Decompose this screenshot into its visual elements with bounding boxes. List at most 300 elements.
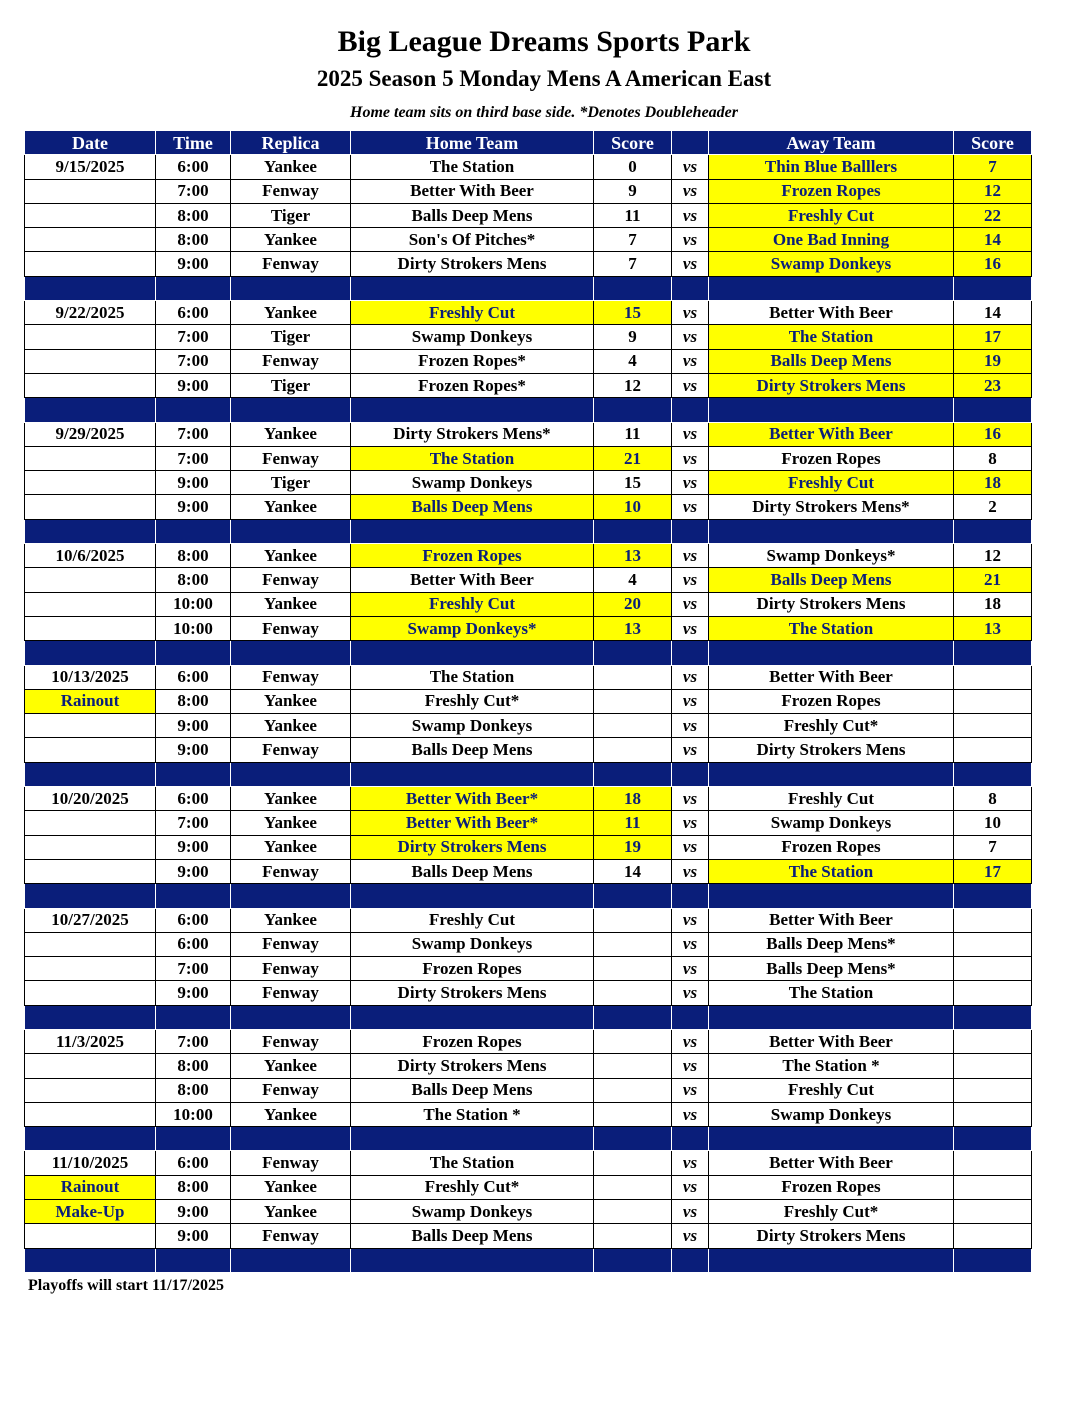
separator-cell xyxy=(954,762,1032,786)
vs-cell: vs xyxy=(672,738,709,762)
away-team-cell: Dirty Strokers Mens xyxy=(709,592,954,616)
home-team-cell: Frozen Ropes xyxy=(351,544,594,568)
replica-cell: Fenway xyxy=(231,252,351,276)
home-team-note: Home team sits on third base side. *Denotes Doubleheader xyxy=(350,104,738,121)
replica-cell: Fenway xyxy=(231,981,351,1005)
time-cell: 7:00 xyxy=(156,811,231,835)
home-team-cell: Frozen Ropes* xyxy=(351,373,594,397)
week-separator-row xyxy=(25,1005,1032,1029)
replica-cell: Fenway xyxy=(231,1224,351,1248)
home-score-cell xyxy=(594,714,672,738)
vs-cell: vs xyxy=(672,373,709,397)
home-score-cell xyxy=(594,738,672,762)
date-cell xyxy=(25,203,156,227)
home-team-cell: Better With Beer* xyxy=(351,787,594,811)
replica-cell: Yankee xyxy=(231,1054,351,1078)
time-cell: 8:00 xyxy=(156,1078,231,1102)
away-score-cell: 14 xyxy=(954,228,1032,252)
vs-cell: vs xyxy=(672,446,709,470)
date-cell xyxy=(25,981,156,1005)
home-team-cell: Frozen Ropes xyxy=(351,1029,594,1053)
game-row xyxy=(25,1175,1032,1199)
date-cell xyxy=(25,592,156,616)
away-score-cell: 10 xyxy=(954,811,1032,835)
home-team-cell: The Station * xyxy=(351,1102,594,1126)
date-cell: 9/22/2025 xyxy=(25,301,156,325)
home-score-cell: 7 xyxy=(594,252,672,276)
vs-cell: vs xyxy=(672,203,709,227)
week-separator-row xyxy=(25,762,1032,786)
date-cell: 9/15/2025 xyxy=(25,155,156,179)
replica-cell: Yankee xyxy=(231,1200,351,1224)
replica-cell: Yankee xyxy=(231,301,351,325)
separator-cell xyxy=(351,884,594,908)
time-cell: 6:00 xyxy=(156,301,231,325)
away-team-cell: Balls Deep Mens* xyxy=(709,932,954,956)
home-score-cell xyxy=(594,932,672,956)
away-score-cell xyxy=(954,1175,1032,1199)
away-team-cell: Dirty Strokers Mens xyxy=(709,738,954,762)
date-cell: 11/10/2025 xyxy=(25,1151,156,1175)
home-team-cell: The Station xyxy=(351,446,594,470)
time-cell: 9:00 xyxy=(156,495,231,519)
away-score-cell: 16 xyxy=(954,422,1032,446)
replica-cell: Yankee xyxy=(231,228,351,252)
away-score-cell xyxy=(954,1200,1032,1224)
replica-cell: Yankee xyxy=(231,495,351,519)
time-cell: 9:00 xyxy=(156,471,231,495)
separator-cell xyxy=(594,1005,672,1029)
week-separator-row xyxy=(25,519,1032,543)
separator-cell xyxy=(156,762,231,786)
away-score-cell: 12 xyxy=(954,544,1032,568)
home-score-cell: 15 xyxy=(594,471,672,495)
home-team-cell: Swamp Donkeys* xyxy=(351,616,594,640)
vs-cell: vs xyxy=(672,228,709,252)
replica-cell: Yankee xyxy=(231,787,351,811)
away-score-cell xyxy=(954,1102,1032,1126)
separator-cell xyxy=(672,641,709,665)
home-score-cell xyxy=(594,1175,672,1199)
home-score-cell xyxy=(594,981,672,1005)
vs-cell: vs xyxy=(672,1151,709,1175)
home-team-cell: Swamp Donkeys xyxy=(351,1200,594,1224)
date-cell: 11/3/2025 xyxy=(25,1029,156,1053)
separator-cell xyxy=(709,1248,954,1272)
away-team-cell: Freshly Cut xyxy=(709,787,954,811)
week-separator-row xyxy=(25,884,1032,908)
home-team-cell: Swamp Donkeys xyxy=(351,714,594,738)
game-row xyxy=(25,1102,1032,1126)
separator-cell xyxy=(25,276,156,300)
replica-cell: Tiger xyxy=(231,203,351,227)
game-row xyxy=(25,835,1032,859)
time-cell: 8:00 xyxy=(156,228,231,252)
week-separator-row xyxy=(25,398,1032,422)
date-cell: 10/20/2025 xyxy=(25,787,156,811)
home-score-cell: 7 xyxy=(594,228,672,252)
replica-cell: Fenway xyxy=(231,1029,351,1053)
separator-cell xyxy=(954,641,1032,665)
home-score-cell: 18 xyxy=(594,787,672,811)
home-team-cell: Dirty Strokers Mens xyxy=(351,1054,594,1078)
home-team-cell: Freshly Cut xyxy=(351,908,594,932)
separator-cell xyxy=(594,398,672,422)
date-cell xyxy=(25,1224,156,1248)
replica-cell: Fenway xyxy=(231,1151,351,1175)
home-team-cell: The Station xyxy=(351,1151,594,1175)
home-score-cell: 9 xyxy=(594,325,672,349)
game-row xyxy=(25,616,1032,640)
game-row xyxy=(25,252,1032,276)
away-team-cell: Balls Deep Mens xyxy=(709,568,954,592)
game-row xyxy=(25,714,1032,738)
home-team-cell: Freshly Cut xyxy=(351,592,594,616)
separator-cell xyxy=(25,641,156,665)
away-team-cell: Better With Beer xyxy=(709,1029,954,1053)
home-score-cell: 20 xyxy=(594,592,672,616)
separator-cell xyxy=(351,1127,594,1151)
home-score-cell xyxy=(594,665,672,689)
time-cell: 6:00 xyxy=(156,908,231,932)
date-cell xyxy=(25,811,156,835)
vs-cell: vs xyxy=(672,325,709,349)
time-cell: 7:00 xyxy=(156,957,231,981)
home-team-cell: Dirty Strokers Mens* xyxy=(351,422,594,446)
away-team-cell: One Bad Inning xyxy=(709,228,954,252)
separator-cell xyxy=(231,519,351,543)
away-score-cell xyxy=(954,689,1032,713)
replica-cell: Fenway xyxy=(231,932,351,956)
time-cell: 8:00 xyxy=(156,568,231,592)
time-cell: 10:00 xyxy=(156,1102,231,1126)
date-cell xyxy=(25,568,156,592)
replica-cell: Tiger xyxy=(231,471,351,495)
home-score-cell: 11 xyxy=(594,811,672,835)
vs-cell: vs xyxy=(672,787,709,811)
separator-cell xyxy=(25,1127,156,1151)
replica-cell: Fenway xyxy=(231,1078,351,1102)
col-replica-header: Replica xyxy=(231,131,351,155)
separator-cell xyxy=(25,1248,156,1272)
separator-cell xyxy=(954,1127,1032,1151)
schedule-header-row xyxy=(25,131,1032,155)
away-team-cell: Freshly Cut xyxy=(709,1078,954,1102)
time-cell: 7:00 xyxy=(156,179,231,203)
replica-cell: Fenway xyxy=(231,738,351,762)
home-team-cell: Freshly Cut xyxy=(351,301,594,325)
time-cell: 8:00 xyxy=(156,544,231,568)
separator-cell xyxy=(231,884,351,908)
home-score-cell: 21 xyxy=(594,446,672,470)
separator-cell xyxy=(231,641,351,665)
time-cell: 8:00 xyxy=(156,203,231,227)
game-row xyxy=(25,544,1032,568)
game-row xyxy=(25,1054,1032,1078)
vs-cell: vs xyxy=(672,908,709,932)
vs-cell: vs xyxy=(672,981,709,1005)
time-cell: 7:00 xyxy=(156,446,231,470)
time-cell: 9:00 xyxy=(156,252,231,276)
away-team-cell: Better With Beer xyxy=(709,1151,954,1175)
replica-cell: Yankee xyxy=(231,592,351,616)
time-cell: 7:00 xyxy=(156,422,231,446)
separator-cell xyxy=(25,884,156,908)
separator-cell xyxy=(672,276,709,300)
away-score-cell xyxy=(954,665,1032,689)
separator-cell xyxy=(351,398,594,422)
vs-cell: vs xyxy=(672,1054,709,1078)
vs-cell: vs xyxy=(672,592,709,616)
vs-cell: vs xyxy=(672,1175,709,1199)
vs-cell: vs xyxy=(672,495,709,519)
home-team-cell: Swamp Donkeys xyxy=(351,325,594,349)
date-cell xyxy=(25,859,156,883)
game-row xyxy=(25,1200,1032,1224)
replica-cell: Yankee xyxy=(231,155,351,179)
home-score-cell: 9 xyxy=(594,179,672,203)
away-team-cell: Balls Deep Mens xyxy=(709,349,954,373)
time-cell: 9:00 xyxy=(156,738,231,762)
date-cell xyxy=(25,471,156,495)
separator-cell xyxy=(672,1005,709,1029)
date-cell xyxy=(25,714,156,738)
away-score-cell xyxy=(954,957,1032,981)
game-row xyxy=(25,179,1032,203)
game-row xyxy=(25,811,1032,835)
away-score-cell: 17 xyxy=(954,859,1032,883)
vs-cell: vs xyxy=(672,932,709,956)
vs-cell: vs xyxy=(672,179,709,203)
time-cell: 9:00 xyxy=(156,1224,231,1248)
game-row xyxy=(25,665,1032,689)
time-cell: 6:00 xyxy=(156,665,231,689)
vs-cell: vs xyxy=(672,544,709,568)
home-team-cell: Balls Deep Mens xyxy=(351,1224,594,1248)
game-row xyxy=(25,981,1032,1005)
away-team-cell: Dirty Strokers Mens xyxy=(709,1224,954,1248)
away-score-cell: 14 xyxy=(954,301,1032,325)
schedule-body xyxy=(25,155,1032,1273)
vs-cell: vs xyxy=(672,689,709,713)
away-team-cell: Dirty Strokers Mens xyxy=(709,373,954,397)
home-score-cell xyxy=(594,689,672,713)
separator-cell xyxy=(672,762,709,786)
game-row xyxy=(25,422,1032,446)
vs-cell: vs xyxy=(672,1078,709,1102)
separator-cell xyxy=(156,398,231,422)
date-cell xyxy=(25,738,156,762)
playoffs-note: Playoffs will start 11/17/2025 xyxy=(28,1277,224,1294)
away-team-cell: The Station xyxy=(709,616,954,640)
separator-cell xyxy=(594,884,672,908)
time-cell: 9:00 xyxy=(156,859,231,883)
away-team-cell: Frozen Ropes xyxy=(709,689,954,713)
separator-cell xyxy=(231,1127,351,1151)
away-score-cell xyxy=(954,981,1032,1005)
home-team-cell: Son's Of Pitches* xyxy=(351,228,594,252)
separator-cell xyxy=(594,762,672,786)
separator-cell xyxy=(156,1005,231,1029)
separator-cell xyxy=(25,1005,156,1029)
away-team-cell: Better With Beer xyxy=(709,908,954,932)
separator-cell xyxy=(156,1248,231,1272)
separator-cell xyxy=(231,762,351,786)
separator-cell xyxy=(954,884,1032,908)
home-score-cell xyxy=(594,908,672,932)
away-score-cell: 22 xyxy=(954,203,1032,227)
home-score-cell xyxy=(594,1224,672,1248)
home-score-cell: 13 xyxy=(594,616,672,640)
away-score-cell: 7 xyxy=(954,835,1032,859)
time-cell: 9:00 xyxy=(156,714,231,738)
game-row xyxy=(25,203,1032,227)
vs-cell: vs xyxy=(672,957,709,981)
replica-cell: Fenway xyxy=(231,859,351,883)
date-cell xyxy=(25,835,156,859)
replica-cell: Fenway xyxy=(231,957,351,981)
home-team-cell: Balls Deep Mens xyxy=(351,203,594,227)
home-score-cell xyxy=(594,1151,672,1175)
date-cell xyxy=(25,228,156,252)
separator-cell xyxy=(594,1127,672,1151)
time-cell: 10:00 xyxy=(156,592,231,616)
game-row xyxy=(25,568,1032,592)
separator-cell xyxy=(709,519,954,543)
home-score-cell: 15 xyxy=(594,301,672,325)
date-cell: 10/13/2025 xyxy=(25,665,156,689)
separator-cell xyxy=(672,519,709,543)
game-row xyxy=(25,592,1032,616)
game-row xyxy=(25,1224,1032,1248)
separator-cell xyxy=(672,884,709,908)
separator-cell xyxy=(672,1127,709,1151)
date-cell: Make-Up xyxy=(25,1200,156,1224)
game-row xyxy=(25,738,1032,762)
home-score-cell xyxy=(594,1200,672,1224)
away-score-cell: 8 xyxy=(954,446,1032,470)
home-team-cell: Balls Deep Mens xyxy=(351,738,594,762)
date-cell: 10/27/2025 xyxy=(25,908,156,932)
vs-cell: vs xyxy=(672,714,709,738)
vs-cell: vs xyxy=(672,1102,709,1126)
date-cell xyxy=(25,446,156,470)
replica-cell: Yankee xyxy=(231,835,351,859)
away-score-cell: 13 xyxy=(954,616,1032,640)
separator-cell xyxy=(672,1248,709,1272)
time-cell: 7:00 xyxy=(156,325,231,349)
away-score-cell: 17 xyxy=(954,325,1032,349)
col-away-team-header: Away Team xyxy=(709,131,954,155)
vs-cell: vs xyxy=(672,1029,709,1053)
home-team-cell: Better With Beer* xyxy=(351,811,594,835)
time-cell: 9:00 xyxy=(156,1200,231,1224)
away-score-cell xyxy=(954,1224,1032,1248)
home-team-cell: Balls Deep Mens xyxy=(351,1078,594,1102)
home-team-cell: Frozen Ropes* xyxy=(351,349,594,373)
replica-cell: Tiger xyxy=(231,325,351,349)
home-team-cell: Better With Beer xyxy=(351,179,594,203)
game-row xyxy=(25,373,1032,397)
separator-cell xyxy=(594,1248,672,1272)
away-team-cell: Frozen Ropes xyxy=(709,179,954,203)
col-home-score-header: Score xyxy=(594,131,672,155)
time-cell: 9:00 xyxy=(156,835,231,859)
time-cell: 6:00 xyxy=(156,932,231,956)
vs-cell: vs xyxy=(672,252,709,276)
time-cell: 6:00 xyxy=(156,155,231,179)
separator-cell xyxy=(351,641,594,665)
game-row xyxy=(25,859,1032,883)
date-cell xyxy=(25,373,156,397)
separator-cell xyxy=(25,762,156,786)
date-cell: Rainout xyxy=(25,1175,156,1199)
separator-cell xyxy=(156,641,231,665)
date-cell: Rainout xyxy=(25,689,156,713)
home-team-cell: Dirty Strokers Mens xyxy=(351,981,594,1005)
game-row xyxy=(25,155,1032,179)
time-cell: 8:00 xyxy=(156,1054,231,1078)
separator-cell xyxy=(709,762,954,786)
home-score-cell: 10 xyxy=(594,495,672,519)
away-team-cell: Swamp Donkeys* xyxy=(709,544,954,568)
away-team-cell: Better With Beer xyxy=(709,665,954,689)
replica-cell: Yankee xyxy=(231,714,351,738)
separator-cell xyxy=(594,641,672,665)
away-team-cell: Balls Deep Mens* xyxy=(709,957,954,981)
home-team-cell: The Station xyxy=(351,155,594,179)
separator-cell xyxy=(954,519,1032,543)
date-cell xyxy=(25,179,156,203)
replica-cell: Yankee xyxy=(231,908,351,932)
vs-cell: vs xyxy=(672,471,709,495)
home-score-cell: 4 xyxy=(594,568,672,592)
date-cell xyxy=(25,957,156,981)
home-team-cell: Dirty Strokers Mens xyxy=(351,252,594,276)
away-score-cell xyxy=(954,714,1032,738)
date-cell xyxy=(25,1054,156,1078)
week-separator-row xyxy=(25,1248,1032,1272)
separator-cell xyxy=(594,276,672,300)
home-score-cell: 19 xyxy=(594,835,672,859)
vs-cell: vs xyxy=(672,301,709,325)
away-score-cell: 21 xyxy=(954,568,1032,592)
replica-cell: Fenway xyxy=(231,446,351,470)
away-score-cell: 23 xyxy=(954,373,1032,397)
away-team-cell: Freshly Cut xyxy=(709,203,954,227)
away-team-cell: Frozen Ropes xyxy=(709,446,954,470)
replica-cell: Yankee xyxy=(231,422,351,446)
away-team-cell: Freshly Cut* xyxy=(709,1200,954,1224)
separator-cell xyxy=(351,519,594,543)
separator-cell xyxy=(25,398,156,422)
week-separator-row xyxy=(25,1127,1032,1151)
away-score-cell xyxy=(954,908,1032,932)
separator-cell xyxy=(231,1005,351,1029)
separator-cell xyxy=(156,276,231,300)
date-cell: 9/29/2025 xyxy=(25,422,156,446)
away-score-cell: 2 xyxy=(954,495,1032,519)
home-score-cell: 11 xyxy=(594,422,672,446)
season-subtitle: 2025 Season 5 Monday Mens A American East xyxy=(316,66,772,91)
away-team-cell: Freshly Cut xyxy=(709,471,954,495)
replica-cell: Yankee xyxy=(231,1175,351,1199)
away-team-cell: Better With Beer xyxy=(709,422,954,446)
time-cell: 7:00 xyxy=(156,349,231,373)
vs-cell: vs xyxy=(672,1224,709,1248)
away-team-cell: Frozen Ropes xyxy=(709,835,954,859)
game-row xyxy=(25,908,1032,932)
